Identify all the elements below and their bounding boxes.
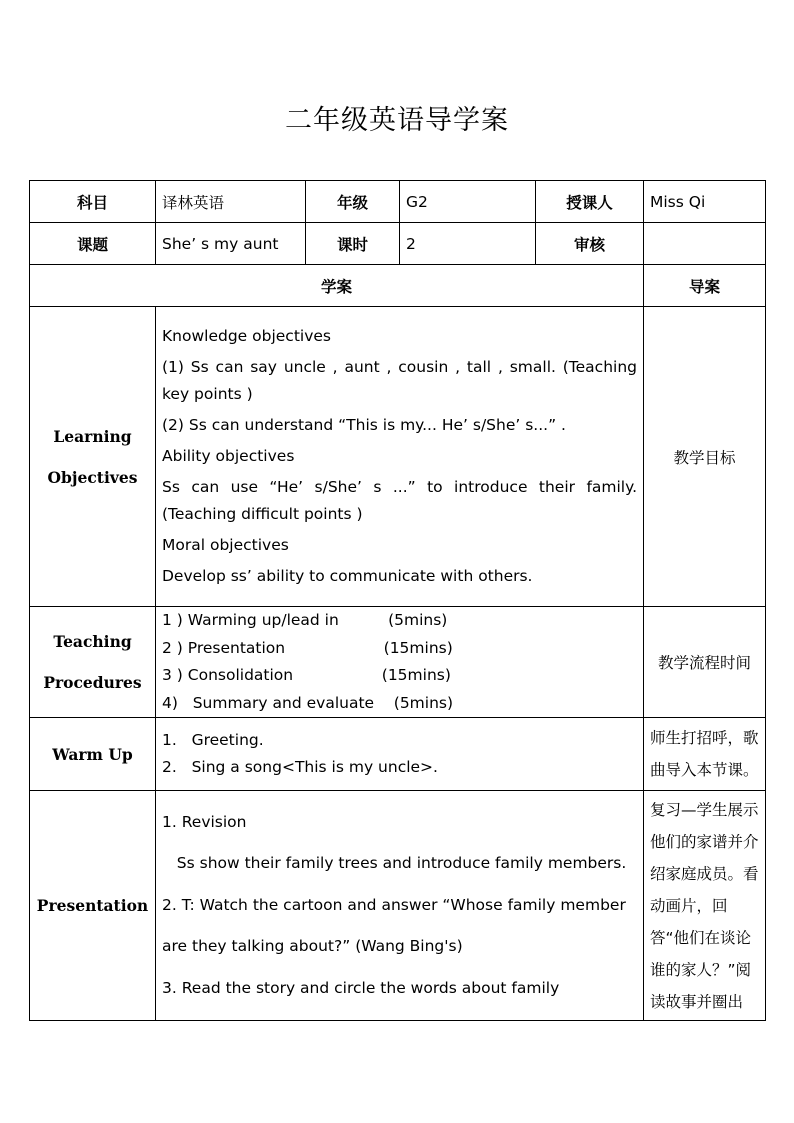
info-row-2: [30, 223, 766, 265]
procedures-guide: 教学流程时间: [644, 607, 766, 718]
procedure-line: 1 ) Warming up/lead in (5mins): [162, 611, 448, 629]
period-value: 2: [400, 223, 536, 265]
subject-label: 科目: [30, 181, 156, 223]
objectives-label: Learning Objectives: [30, 307, 156, 607]
guide-plan-header: 导案: [644, 265, 766, 307]
warmup-label: Warm Up: [30, 718, 156, 791]
procedure-line: 3 ) Consolidation (15mins): [162, 666, 451, 684]
objective-line: (1) Ss can say uncle , aunt , cousin , tall , small. (Teaching key points ): [162, 358, 637, 403]
procedures-content: [156, 607, 644, 718]
review-value: [644, 223, 766, 265]
presentation-line: 3. Read the story and circle the words about family: [162, 978, 560, 997]
presentation-row: [30, 791, 766, 1021]
lesson-plan-table: [29, 180, 766, 1021]
warmup-line: 2. Sing a song<This is my uncle>.: [162, 758, 438, 776]
review-label: 审核: [536, 223, 644, 265]
presentation-content: [156, 791, 644, 1021]
objective-line: (2) Ss can understand “This is my... He’ s/She’ s...” .: [162, 416, 566, 434]
presentation-label: Presentation: [30, 791, 156, 1021]
procedures-label: Teaching Procedures: [30, 607, 156, 718]
header-row: [30, 265, 766, 307]
presentation-guide: 复习—学生展示他们的家谱并介绍家庭成员。看动画片，回答“他们在谈论谁的家人？”阅读故事并圈出: [644, 791, 766, 1021]
page-title: 二年级英语导学案: [285, 105, 509, 136]
objective-line: Knowledge objectives: [162, 327, 331, 345]
grade-value: G2: [400, 181, 536, 223]
procedure-line: 4) Summary and evaluate (5mins): [162, 693, 454, 712]
info-row-1: [30, 181, 766, 223]
presentation-line: Ss show their family trees and introduce family members.: [162, 854, 627, 873]
presentation-line: 2. T: Watch the cartoon and answer “Whose family member: [162, 895, 626, 914]
objective-line: Moral objectives: [162, 536, 289, 554]
warmup-row: [30, 718, 766, 791]
period-label: 课时: [306, 223, 400, 265]
subject-value: 译林英语: [156, 181, 306, 223]
warmup-guide: 师生打招呼，歌曲导入本节课。: [644, 718, 766, 791]
learning-plan-header: 学案: [30, 265, 644, 307]
objectives-guide: 教学目标: [644, 307, 766, 607]
procedures-row: [30, 607, 766, 718]
objectives-content: [156, 307, 644, 607]
topic-value: She’ s my aunt: [156, 223, 306, 265]
objective-line: Ss can use “He’ s/She’ s ...” to introduce their family. (Teaching difficult points ): [162, 478, 637, 523]
objective-line: Develop ss’ ability to communicate with others.: [162, 567, 533, 585]
objectives-row: [30, 307, 766, 607]
topic-label: 课题: [30, 223, 156, 265]
presentation-line: are they talking about?” (Wang Bing's): [162, 937, 463, 956]
teacher-value: Miss Qi: [644, 181, 766, 223]
presentation-line: 1. Revision: [162, 812, 247, 831]
grade-label: 年级: [306, 181, 400, 223]
teacher-label: 授课人: [536, 181, 644, 223]
warmup-content: [156, 718, 644, 791]
warmup-line: 1. Greeting.: [162, 730, 264, 749]
procedure-line: 2 ) Presentation (15mins): [162, 638, 453, 657]
objective-line: Ability objectives: [162, 447, 295, 465]
